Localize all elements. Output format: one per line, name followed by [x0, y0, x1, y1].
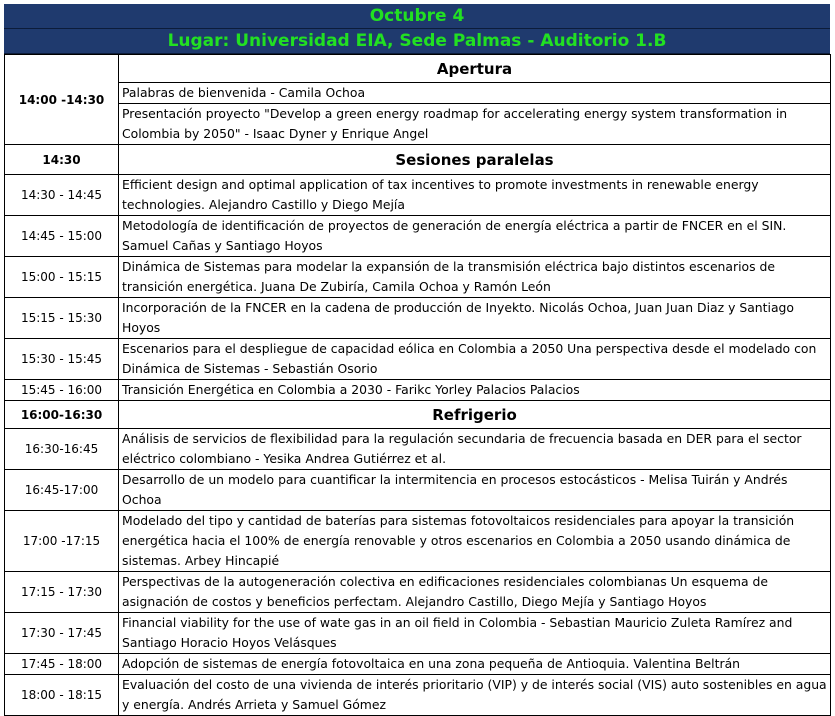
parallel-header-row — [5, 145, 831, 175]
session-text: Análisis de servicios de flexibilidad para la regulación secundaria de frecuencia basada en DER para el sector eléctrico colombiano - Yesika Andrea Gutiérrez et al. — [119, 429, 831, 470]
session-time: 16:45-17:00 — [5, 470, 119, 511]
session-time: 17:00 -17:15 — [5, 511, 119, 572]
session-time: 15:30 - 15:45 — [5, 339, 119, 380]
break-time: 16:00-16:30 — [5, 401, 119, 429]
table-row — [5, 339, 831, 380]
opening-title: Apertura — [119, 55, 831, 83]
table-row — [5, 298, 831, 339]
table-row — [5, 257, 831, 298]
table-row — [5, 675, 831, 716]
session-time: 16:30-16:45 — [5, 429, 119, 470]
session-time: 17:15 - 17:30 — [5, 572, 119, 613]
table-row — [5, 175, 831, 216]
break-title: Refrigerio — [119, 401, 831, 429]
break-row — [5, 401, 831, 429]
session-text: Perspectivas de la autogeneración colectiva en edificaciones residenciales colombianas Un esquema de asignación de costos y beneficios perfectam. Alejandro Castillo, Diego Mejía y Santiago Hoyos — [119, 572, 831, 613]
session-text: Modelado del tipo y cantidad de baterías para sistemas fotovoltaicos residenciales para apoyar la transición energética hacia el 100% de energía renovable y otros escenarios en Colombia a 2050 usando dinámica de sistemas. Arbey Hincapié — [119, 511, 831, 572]
table-row — [5, 511, 831, 572]
opening-header-row — [5, 55, 831, 83]
location-banner: Lugar: Universidad EIA, Sede Palmas - Auditorio 1.B — [4, 29, 830, 54]
session-time: 15:00 - 15:15 — [5, 257, 119, 298]
session-text: Escenarios para el despliegue de capacidad eólica en Colombia a 2050 Una perspectiva desde el modelado con Dinámica de Sistemas - Sebastián Osorio — [119, 339, 831, 380]
session-text: Desarrollo de un modelo para cuantificar la intermitencia en procesos estocásticos - Melisa Tuirán y Andrés Ochoa — [119, 470, 831, 511]
opening-item-row — [5, 104, 831, 145]
opening-item-row — [5, 83, 831, 104]
parallel-time: 14:30 — [5, 145, 119, 175]
session-time: 14:45 - 15:00 — [5, 216, 119, 257]
session-text: Dinámica de Sistemas para modelar la expansión de la transmisión eléctrica bajo distintos escenarios de transición energética. Juana De Zubiría, Camila Ochoa y Ramón León — [119, 257, 831, 298]
table-row — [5, 216, 831, 257]
table-row — [5, 572, 831, 613]
session-time: 15:45 - 16:00 — [5, 380, 119, 401]
table-row — [5, 429, 831, 470]
opening-item: Palabras de bienvenida - Camila Ochoa — [119, 83, 831, 104]
session-time: 15:15 - 15:30 — [5, 298, 119, 339]
opening-item: Presentación proyecto "Develop a green energy roadmap for accelerating energy system transformation in Colombia by 2050" - Isaac Dyner y Enrique Angel — [119, 104, 831, 145]
table-row — [5, 613, 831, 654]
schedule-sheet — [4, 4, 830, 716]
table-row — [5, 470, 831, 511]
opening-time: 14:00 -14:30 — [5, 55, 119, 145]
table-row — [5, 654, 831, 675]
schedule-table — [4, 54, 831, 716]
session-text: Metodología de identificación de proyectos de generación de energía eléctrica a partir de FNCER en el SIN. Samuel Cañas y Santiago Hoyos — [119, 216, 831, 257]
session-text: Financial viability for the use of wate gas in an oil field in Colombia - Sebastian Mauricio Zuleta Ramírez and Santiago Horacio Hoyos Velásques — [119, 613, 831, 654]
table-row — [5, 380, 831, 401]
session-time: 14:30 - 14:45 — [5, 175, 119, 216]
date-banner: Octubre 4 — [4, 4, 830, 29]
session-text: Evaluación del costo de una vivienda de interés prioritario (VIP) y de interés social (VIS) auto sostenibles en agua y energía. Andrés Arrieta y Samuel Gómez — [119, 675, 831, 716]
session-time: 17:30 - 17:45 — [5, 613, 119, 654]
session-text: Incorporación de la FNCER en la cadena de producción de Inyekto. Nicolás Ochoa, Juan Juan Diaz y Santiago Hoyos — [119, 298, 831, 339]
session-text: Efficient design and optimal application of tax incentives to promote investments in renewable energy technologies. Alejandro Castillo y Diego Mejía — [119, 175, 831, 216]
parallel-title: Sesiones paralelas — [119, 145, 831, 175]
session-time: 18:00 - 18:15 — [5, 675, 119, 716]
session-text: Adopción de sistemas de energía fotovoltaica en una zona pequeña de Antioquia. Valentina Beltrán — [119, 654, 831, 675]
session-time: 17:45 - 18:00 — [5, 654, 119, 675]
session-text: Transición Energética en Colombia a 2030 - Farikc Yorley Palacios Palacios — [119, 380, 831, 401]
